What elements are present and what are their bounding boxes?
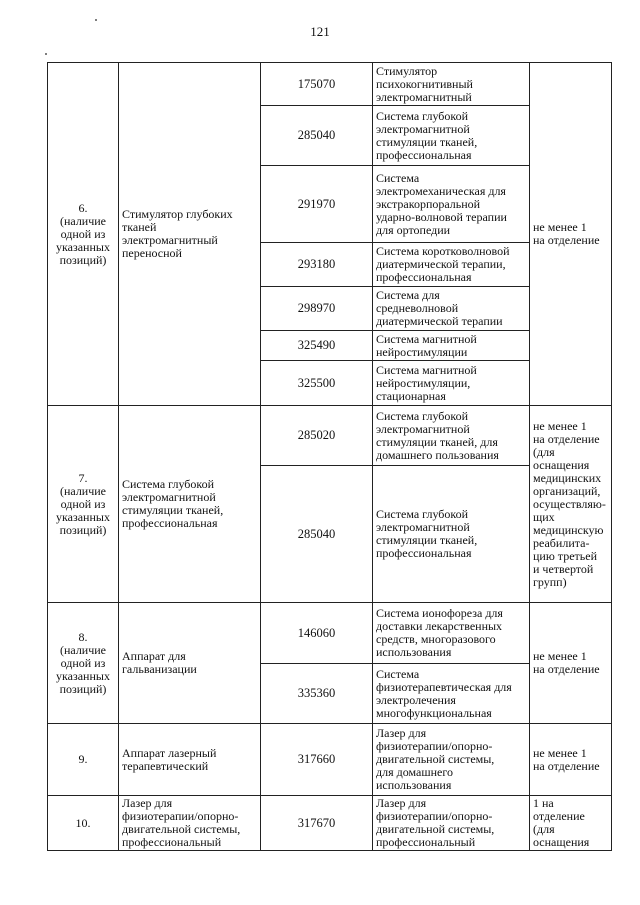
equipment-name-cell [119, 63, 261, 406]
item-code-cell: 298970 [261, 287, 373, 331]
item-description-cell [373, 106, 530, 166]
item-description-line: физиотерапии/опорно- [376, 739, 493, 753]
item-description-cell [373, 466, 530, 603]
row-number-line: 8. [78, 629, 88, 644]
item-description-line: Система магнитной [376, 362, 477, 377]
item-code-cell: 285040 [261, 466, 373, 603]
item-description-line: нейростимуляции [376, 344, 468, 359]
requirement-line: 1 на [533, 796, 554, 810]
requirement-line: групп) [533, 574, 567, 589]
requirement-line: (для [533, 822, 555, 836]
item-description-line: стационарная [376, 388, 446, 403]
requirement-line: организаций, [533, 483, 601, 498]
item-description-line: для ортопедии [376, 222, 451, 237]
item-description-line: нейростимуляции, [376, 375, 471, 390]
item-description-line: электромагнитный [376, 89, 472, 104]
equipment-name-line: терапевтический [122, 758, 209, 773]
row-number-line: одной из [60, 655, 106, 670]
row-number-line: 7. [78, 470, 88, 485]
equipment-name-line: Система глубокой [122, 477, 215, 491]
requirement-line: не менее 1 [533, 220, 587, 234]
item-description-line: электролечения [376, 692, 456, 707]
item-description-cell [373, 724, 530, 796]
scan-speck [95, 19, 97, 21]
row-number-line: (наличие [59, 642, 107, 657]
item-code-cell: 291970 [261, 166, 373, 243]
item-description-cell [373, 664, 530, 724]
requirement-line: медицинских [533, 470, 602, 485]
item-description-cell [373, 243, 530, 287]
item-description-line: двигательной системы, [376, 822, 495, 836]
item-description-cell [373, 406, 530, 466]
row-number-line: позиций) [59, 681, 107, 696]
item-description-line: Система глубокой [376, 507, 469, 521]
equipment-table [47, 62, 612, 851]
item-description-line: профессиональная [376, 270, 472, 284]
requirement-line: реабилита- [533, 535, 590, 550]
item-description-line: физиотерапевтическая для [376, 679, 512, 694]
requirement-line: осуществляю- [533, 496, 606, 511]
requirement-line: и четвертой [533, 561, 594, 576]
item-code-cell: 317660 [261, 724, 373, 796]
item-description-line: профессиональная [376, 546, 472, 560]
equipment-name-line: гальванизации [122, 662, 197, 676]
item-description-line: Система [376, 170, 420, 185]
item-description-line: электромагнитной [376, 520, 470, 534]
item-description-line: использования [376, 778, 452, 792]
requirement-line: не менее 1 [533, 418, 587, 433]
equipment-name-cell [119, 406, 261, 603]
item-description-cell [373, 361, 530, 406]
item-code-cell: 335360 [261, 664, 373, 724]
requirement-cell [530, 603, 612, 724]
item-code-cell: 285040 [261, 106, 373, 166]
row-number-cell [48, 724, 119, 796]
item-description-line: Система коротковолновой [376, 244, 510, 258]
item-code-cell: 317670 [261, 796, 373, 851]
requirement-cell [530, 796, 612, 851]
equipment-name-line: Лазер для [122, 796, 173, 810]
row-number-cell [48, 63, 119, 406]
page-number: 121 [310, 24, 330, 39]
equipment-name-line: двигательной системы, [122, 822, 241, 836]
table-row [48, 796, 612, 851]
row-number-line: (наличие [59, 483, 107, 498]
item-description-line: Лазер для [376, 796, 427, 810]
item-description-line: электромагнитной [376, 121, 470, 136]
row-number-cell [48, 406, 119, 603]
equipment-name-line: стимуляции тканей, [122, 503, 224, 517]
row-number-line: позиций) [59, 252, 107, 267]
equipment-name-line: профессиональная [122, 516, 218, 530]
item-description-line: для домашнего [376, 765, 453, 779]
item-code-cell: 146060 [261, 603, 373, 664]
row-number-line: указанных [56, 668, 110, 683]
table-row [48, 63, 612, 106]
equipment-name-line: Стимулятор глубоких [122, 207, 233, 221]
equipment-name-line: тканей [122, 220, 157, 234]
requirement-line: отделение [533, 809, 585, 823]
item-description-line: двигательной системы, [376, 752, 495, 766]
requirement-line: на отделение [533, 758, 600, 773]
item-description-line: средневолновой [376, 301, 459, 315]
table-row [48, 406, 612, 466]
requirement-line: не менее 1 [533, 649, 587, 663]
requirement-line: (для [533, 444, 555, 459]
item-description-line: многофункциональная [376, 705, 492, 720]
item-description-cell [373, 63, 530, 106]
equipment-name-line: переносной [122, 246, 182, 260]
row-number-line: указанных [56, 239, 110, 254]
requirement-cell [530, 724, 612, 796]
scan-speck [45, 53, 47, 55]
equipment-name-cell [119, 796, 261, 851]
item-description-line: электромагнитной [376, 421, 470, 436]
requirement-line: цию третьей [533, 548, 597, 563]
requirement-line: на отделение [533, 662, 600, 676]
item-description-line: Лазер для [376, 726, 427, 740]
requirement-line: щих [533, 509, 555, 524]
requirement-line: на отделение [533, 233, 600, 247]
item-description-cell [373, 287, 530, 331]
item-description-line: Система глубокой [376, 408, 469, 423]
table-row [48, 724, 612, 796]
requirement-cell [530, 406, 612, 603]
row-number-line: 9. [78, 752, 88, 766]
item-description-line: физиотерапии/опорно- [376, 809, 493, 823]
item-description-cell [373, 166, 530, 243]
equipment-name-line: Аппарат для [122, 649, 186, 663]
item-description-line: средств, многоразового [376, 632, 496, 646]
item-description-line: стимуляции тканей, [376, 533, 478, 547]
item-description-cell [373, 331, 530, 361]
equipment-name-cell [119, 724, 261, 796]
equipment-name-line: Аппарат лазерный [122, 745, 217, 760]
item-code-cell: 293180 [261, 243, 373, 287]
item-description-line: диатермической терапии, [376, 257, 506, 271]
item-code-cell: 325490 [261, 331, 373, 361]
requirement-cell [530, 63, 612, 406]
item-description-line: доставки лекарственных [376, 619, 503, 633]
requirement-line: оснащения [533, 457, 590, 472]
item-code-cell: 285020 [261, 406, 373, 466]
requirement-line: на отделение [533, 431, 600, 446]
item-description-cell [373, 796, 530, 851]
item-description-line: электромеханическая для [376, 183, 506, 198]
item-description-cell [373, 603, 530, 664]
equipment-name-line: физиотерапии/опорно- [122, 809, 239, 823]
row-number-line: 6. [78, 200, 88, 215]
item-description-line: Система для [376, 288, 440, 302]
equipment-name-line: электромагнитной [122, 490, 216, 504]
item-description-line: профессиональная [376, 147, 472, 162]
equipment-name-cell [119, 603, 261, 724]
row-number-line: (наличие [59, 213, 107, 228]
requirement-line: оснащения [533, 835, 590, 849]
row-number-cell [48, 603, 119, 724]
requirement-line: медицинскую [533, 522, 604, 537]
item-code-cell: 175070 [261, 63, 373, 106]
item-code-cell: 325500 [261, 361, 373, 406]
item-description-line: домашнего пользования [376, 447, 499, 462]
row-number-cell [48, 796, 119, 851]
equipment-name-line: электромагнитный [122, 233, 218, 247]
item-description-line: стимуляции тканей, [376, 134, 478, 149]
item-description-line: экстракорпоральной [376, 196, 481, 211]
row-number-line: одной из [60, 496, 106, 511]
item-description-line: диатермической терапии [376, 314, 503, 328]
item-description-line: стимуляции тканей, для [376, 434, 498, 449]
requirement-line: не менее 1 [533, 745, 587, 760]
row-number-line: позиций) [59, 522, 107, 537]
row-number-line: 10. [75, 815, 91, 830]
table-row [48, 603, 612, 664]
item-description-line: психокогнитивный [376, 76, 473, 91]
item-description-line: использования [376, 645, 452, 659]
item-description-line: ударно-волновой терапии [376, 209, 507, 224]
item-description-line: профессиональный [376, 835, 476, 849]
row-number-line: указанных [56, 509, 110, 524]
equipment-name-line: профессиональный [122, 835, 222, 849]
item-description-line: Система ионофореза для [376, 606, 503, 620]
row-number-line: одной из [60, 226, 106, 241]
item-description-line: Система магнитной [376, 331, 477, 346]
item-description-line: Стимулятор [376, 63, 438, 78]
item-description-line: Система [376, 666, 420, 681]
item-description-line: Система глубокой [376, 108, 469, 123]
